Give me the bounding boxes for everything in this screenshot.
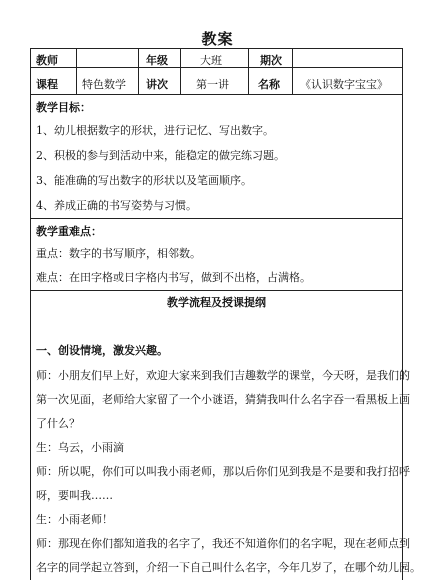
lecture-label: 讲次 (146, 78, 168, 91)
dialogue-line: 名字的同学起立答到，介绍一下自己叫什么名字，今年几岁了，在哪个幼儿园。 (36, 561, 421, 574)
dialogue-line: 师：那现在你们都知道我的名字了，我还不知道你们的名字呢，现在老师点到 (36, 537, 410, 550)
dialogue-line: 生：乌云，小雨滴 (36, 441, 124, 454)
course-label: 课程 (36, 78, 58, 91)
objective-item: 1、幼儿根据数字的形状，进行记忆、写出数字。 (36, 124, 274, 137)
objective-item: 2、积极的参与到活动中来，能稳定的做完练习题。 (36, 149, 285, 162)
keypoint-item: 难点：在田字格或日字格内书写，做到不出格，占满格。 (36, 271, 311, 284)
objectives-heading: 教学目标： (36, 101, 91, 114)
objective-item: 4、养成正确的书写姿势与习惯。 (36, 199, 197, 212)
dialogue-line: 生：小雨老师！ (36, 513, 113, 526)
section-divider (30, 290, 403, 291)
lesson-name-label: 名称 (258, 78, 280, 91)
keypoint-item: 重点：数字的书写顺序，相邻数。 (36, 247, 201, 260)
table-divider (248, 48, 249, 94)
table-divider (180, 48, 181, 94)
dialogue-line: 了什么？ (36, 417, 80, 430)
section-divider (30, 218, 403, 219)
objective-item: 3、能准确的写出数字的形状以及笔画顺序。 (36, 174, 252, 187)
grade-label: 年级 (146, 54, 168, 67)
document-title: 教案 (201, 30, 234, 48)
table-divider (292, 48, 293, 94)
dialogue-line: 第一次见面，老师给大家留了一个小谜语，猜猜我叫什么名字吞一看黑板上画 (36, 393, 410, 406)
lecture-value: 第一讲 (196, 78, 229, 91)
table-divider (138, 48, 139, 94)
process-heading: 教学流程及授课提纲 (167, 296, 266, 309)
teacher-label: 教师 (36, 54, 58, 67)
lesson-name-value: 《认识数字宝宝》 (300, 78, 388, 91)
dialogue-line: 师：所以呢，你们可以叫我小雨老师，那以后你们见到我是不是要和我打招呼 (36, 465, 410, 478)
period-label: 期次 (260, 54, 282, 67)
grade-value: 大班 (200, 54, 222, 67)
dialogue-line: 呀，要叫我…… (36, 489, 113, 502)
dialogue-line: 师：小朋友们早上好，欢迎大家来到我们吉趣数学的课堂，今天呀，是我们的 (36, 369, 410, 382)
table-divider (76, 48, 77, 94)
course-value: 特色数学 (82, 78, 126, 91)
keypoints-heading: 教学重难点： (36, 225, 102, 238)
table-divider (30, 94, 403, 95)
section-heading: 一、创设情境，激发兴趣。 (36, 344, 168, 357)
